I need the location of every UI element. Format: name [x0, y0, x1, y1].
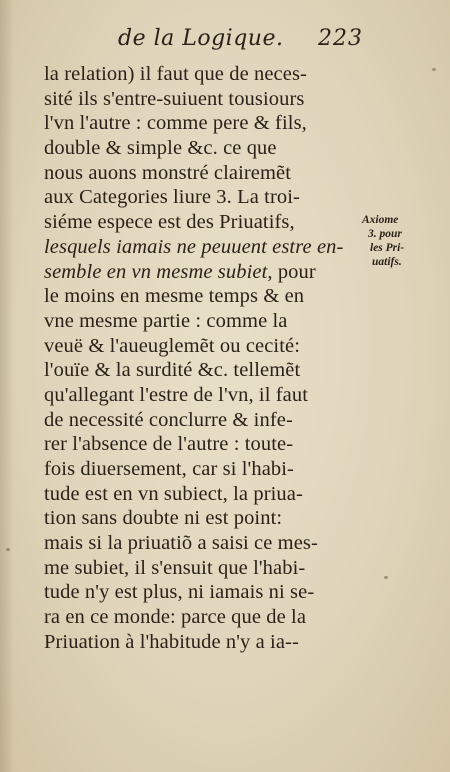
page-number: 223 — [318, 26, 363, 51]
text-line: vne mesme partie : comme la — [44, 309, 288, 332]
text-line: double & simple &c. ce que — [44, 137, 277, 160]
text-line: qu'allegant l'estre de l'vn, il faut — [44, 383, 309, 406]
body-text — [44, 62, 374, 655]
text-line: tude est en vn subiect, la priua- — [44, 482, 303, 505]
text-line: le moins en mesme temps & en — [44, 285, 305, 308]
paper-speck — [432, 68, 436, 71]
page-fold-shadow — [0, 0, 14, 772]
text-line: sité ils s'entre-suiuent tousiours — [44, 87, 305, 110]
text-line: fois diuersement, car si l'habi- — [44, 458, 294, 480]
text-line: Priuation à l'habitude n'y a ia-- — [44, 630, 299, 653]
text-line: siéme espece est des Priuatifs, — [44, 211, 295, 234]
text-line: tude n'y est plus, ni iamais ni se- — [44, 581, 315, 604]
text-line: aux Categories liure 3. La troi- — [44, 186, 300, 209]
text-line: l'vn l'autre : comme pere & fils, — [44, 112, 307, 135]
paper-speck — [384, 576, 388, 579]
text-line: de necessité conclurre & infe- — [44, 408, 293, 431]
text-line: tion sans doubte ni est point: — [44, 507, 283, 530]
margin-note — [362, 213, 442, 269]
margin-note-line: uatifs. — [372, 256, 402, 268]
text-line-mixed: semble en vn mesme subiet, pour — [44, 260, 316, 283]
text-line: nous auons monstré clairemẽt — [44, 161, 292, 184]
margin-note-line: Axiome — [362, 214, 399, 226]
page-header — [0, 22, 372, 56]
margin-note-line: les Pri- — [370, 242, 405, 254]
text-line: veuë & l'aueuglemẽt ou cecité: — [44, 334, 300, 357]
text-line: me subiet, il s'ensuit que l'habi- — [44, 556, 306, 579]
text-line: la relation) il faut que de neces- — [44, 63, 307, 85]
margin-note-line: 3. pour — [368, 228, 402, 240]
italic-segment: semble en vn mesme subiet, — [44, 260, 273, 283]
text-line: mais si la priuatiõ a saisi ce mes- — [44, 532, 318, 555]
running-title: de la Logique. — [118, 26, 284, 51]
text-line: ra en ce monde: parce que de la — [44, 606, 307, 629]
text-line-italic: lesquels iamais ne peuuent estre en- — [44, 235, 344, 258]
paper-speck — [6, 548, 10, 551]
text-line: rer l'absence de l'autre : toute- — [44, 433, 294, 456]
text-line: l'ouïe & la surdité &c. tellemẽt — [44, 359, 301, 382]
